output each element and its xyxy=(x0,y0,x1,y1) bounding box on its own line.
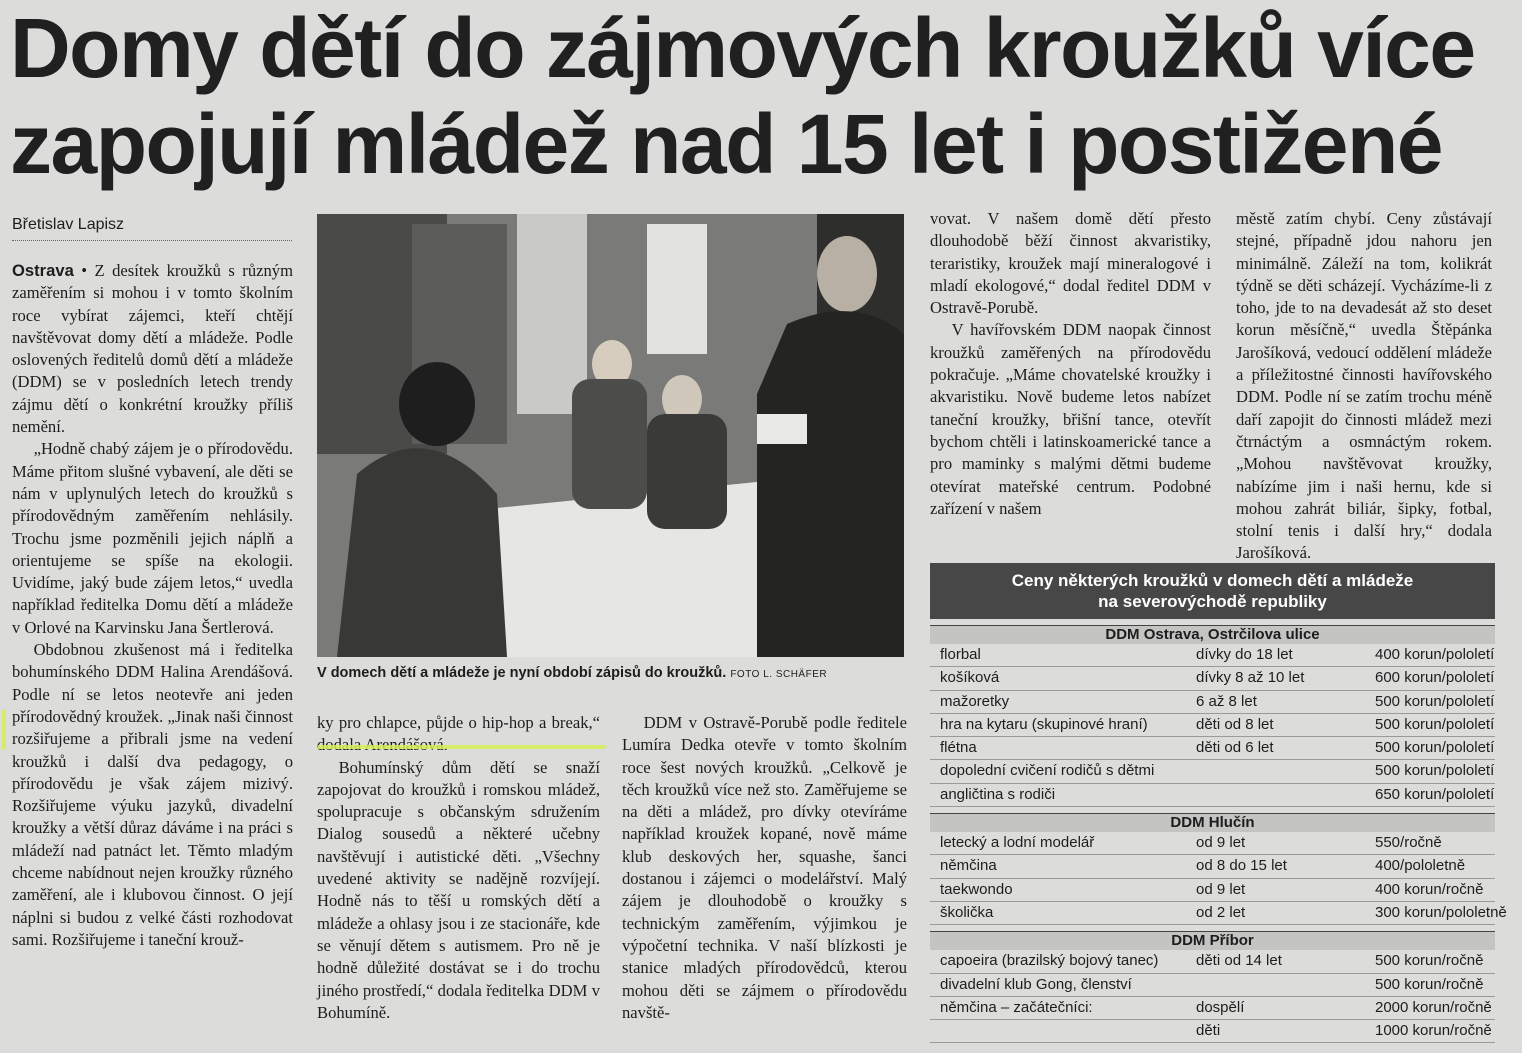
paragraph: Bohumínský dům dětí se snaží zapojovat do kroužků i romskou mládež, spolupracuje s občanským sdružením Dialog sousedů a některé učebny navštěvují i autistické děti. „Všechny uvedené aktivity se nadějně rozvíjejí. Hodně nás to těší u romských dětí a mládeže a ohlasy jsou i ze stacionáře, kde se věnují dětem s autismem. Pro ně je hodně důležité dostávat se i do trochu jiného prostředí,“ dodala ředitelka DDM v Bohumíně. xyxy=(317,757,600,1022)
highlighter-mark xyxy=(318,745,606,749)
activity-cell: mažoretky xyxy=(940,692,1010,710)
headline xyxy=(10,0,1510,192)
activity-cell: dopolední cvičení rodičů s dětmi xyxy=(940,762,1155,780)
activity-cell: němčina xyxy=(940,857,997,875)
activity-cell: florbal xyxy=(940,646,981,663)
article-column-3 xyxy=(622,712,907,1024)
activity-cell: letecký a lodní modelář xyxy=(940,834,1095,852)
caption-text: V domech dětí a mládeže je nyní období zápisů do kroužků. xyxy=(317,665,727,681)
table-row xyxy=(930,760,1495,783)
table-row xyxy=(930,667,1495,690)
activity-cell: angličtina s rodiči xyxy=(940,785,1056,803)
byline: Břetislav Lapisz xyxy=(12,216,292,241)
price-cell: 2000 korun/ročně xyxy=(1375,998,1492,1016)
table-section-heading: DDM Ostrava, Ostrčilova ulice xyxy=(930,625,1495,644)
table-row xyxy=(930,737,1495,760)
activity-cell: taekwondo xyxy=(940,880,1013,898)
paragraph: V havířovském DDM naopak činnost kroužků zaměřených na přírodovědu pokračuje. „Máme chovatelské kroužky i akvaristiku. Nově budeme letos nabízet taneční kroužky, břišní tance, otevřít bychom chtěli i latinskoamerické tance a pro maminky s malými dětmi budeme otevírat mateřské centrum. Podobné zařízení v našem xyxy=(930,320,1211,518)
headline-line-1: Domy dětí do zájmových kroužků více xyxy=(10,1,1475,95)
price-cell: 400 korun/ročně xyxy=(1375,880,1484,898)
article-column-1 xyxy=(12,260,293,951)
age-cell: od 9 let xyxy=(1196,880,1246,898)
price-cell: 400 korun/pololetí xyxy=(1375,646,1495,663)
paragraph: vovat. V našem domě dětí přesto dlouhodobě běží činnost akvaristiky, teraristiky, kroužek mají mineralogové i mladí ekologové,“ dodal ředitel DDM v Ostravě-Porubě. xyxy=(930,209,1211,318)
paragraph: ky pro chlapce, půjde o hip-hop a break,“ xyxy=(317,713,600,732)
price-table-title xyxy=(930,563,1495,619)
age-cell: děti od 6 let xyxy=(1196,739,1274,757)
article-column-5 xyxy=(1236,208,1492,565)
photo-caption xyxy=(317,665,907,681)
table-row xyxy=(930,784,1495,807)
table-row xyxy=(930,644,1495,667)
price-cell: 500 korun/pololetí xyxy=(1375,715,1495,733)
activity-cell: školička xyxy=(940,903,994,921)
price-cell: 550/ročně xyxy=(1375,834,1442,852)
lead-paragraph xyxy=(12,260,293,438)
activity-cell: capoeira (brazilský bojový tanec) xyxy=(940,952,1159,970)
price-table-title-line-1: Ceny některých kroužků v domech dětí a mládeže xyxy=(1011,571,1414,590)
table-row xyxy=(930,974,1495,997)
price-cell: 600 korun/pololetí xyxy=(1375,669,1495,687)
price-table xyxy=(930,563,1507,1045)
activity-cell: košíková xyxy=(940,669,1000,687)
table-row xyxy=(930,879,1495,902)
table-row xyxy=(930,691,1495,714)
age-cell: dívky 8 až 10 let xyxy=(1196,669,1305,687)
price-cell: 500 korun/pololetí xyxy=(1375,762,1495,780)
activity-cell: němčina – začátečníci: xyxy=(940,998,1093,1016)
age-cell: dospělí xyxy=(1196,998,1245,1016)
price-cell: 400/pololetně xyxy=(1375,857,1466,875)
paragraph: Obdobnou zkušenost má i ředitelka bohumínského DDM Halina Arendášová. Podle ní se letos neotevře ani jeden přírodovědný kroužek. „Jinak naši činnost rozšiřujeme a přibrali jsme na vedení kroužků i další dva pedagogy, o přírodovědu je však zájem mizivý. Rozšiřujeme výuku jazyků, divadelní kroužky a větší důraz dáváme i na práci s mládeží nad patnáct let. Těmto mladým chceme nabídnout nejen kroužky různého zaměření, ale i klubovou činnost. O její náplni si budou z velké části rozhodovat sami. Rozšiřujeme i taneční krouž- xyxy=(12,640,293,949)
activity-cell: hra na kytaru (skupinové hraní) xyxy=(940,715,1148,733)
price-cell: 500 korun/pololetí xyxy=(1375,739,1495,757)
price-cell: 500 korun/ročně xyxy=(1375,975,1484,993)
age-cell: děti od 8 let xyxy=(1196,715,1274,733)
price-table-title-line-2: na severovýchodě republiky xyxy=(1098,592,1327,611)
table-section-heading: DDM Příbor xyxy=(930,931,1495,950)
price-cell: 300 korun/pololetně xyxy=(1375,903,1507,921)
paragraph: Z desítek kroužků s různým zaměřením si mohou i v tomto školním roce vybírat zájemci, kteří chtějí navštěvovat domy dětí a mládeže. Podle oslovených ředitelů domů dětí a mládeže (DDM) se v posledních letech trendy zájmu dětí o konkrétní kroužky příliš nemění. xyxy=(12,261,293,437)
dateline-bullet: • xyxy=(81,261,88,280)
age-cell: dívky do 18 let xyxy=(1196,646,1293,663)
photo-credit: FOTO L. SCHÄFER xyxy=(730,669,828,680)
news-photo xyxy=(317,214,904,657)
table-row xyxy=(930,832,1495,855)
paragraph: DDM v Ostravě-Porubě podle ředitele Lumíra Dedka otevře v tomto školním roce šest nových kroužků. „Celkově je těch kroužků více než sto. Zaměřujeme se na děti a mládež, pro dívky otevíráme například kroužek kopané, nově máme klub deskových her, squashe, šanci dostanou i zájemci o modelářství. Malý zájem je dlouhodobě o kroužky s technickým zaměřením, výjimkou je výpočetní technika. V naší blízkosti je stanice mladých přírodovědců, kterou mohou děti se zájmem o přírodovědu navště- xyxy=(622,713,907,1022)
dateline: Ostrava xyxy=(12,261,74,280)
age-cell: od 9 let xyxy=(1196,834,1246,852)
activity-cell: flétna xyxy=(940,739,977,757)
age-cell: od 8 do 15 let xyxy=(1196,857,1287,875)
price-cell: 500 korun/pololetí xyxy=(1375,692,1495,710)
headline-line-2: zapojují mládež nad 15 let i postižené xyxy=(10,97,1442,191)
table-row xyxy=(930,902,1507,925)
paragraph: „Hodně chabý zájem je o přírodovědu. Máme přitom slušné vybavení, ale děti se nám v uplynulých letech do kroužků s přírodovědným zaměřením nehlásily. Trochu jsme pozměnili jejich náplň a orientujeme se spíše na ekologii. Uvidíme, jaký bude zájem letos,“ uvedla například ředitelka Domu dětí a mládeže v Orlové na Karvinsku Jana Šertlerová. xyxy=(12,439,293,637)
table-row xyxy=(930,997,1495,1020)
table-row xyxy=(930,950,1495,973)
price-cell: 500 korun/ročně xyxy=(1375,952,1484,970)
article-column-4 xyxy=(930,208,1211,520)
age-cell: 6 až 8 let xyxy=(1196,692,1257,710)
age-cell: děti xyxy=(1196,1022,1221,1040)
table-row xyxy=(930,1020,1495,1043)
age-cell: od 2 let xyxy=(1196,903,1246,921)
highlighter-mark xyxy=(2,710,6,750)
article-column-2 xyxy=(317,712,600,1024)
paragraph: městě zatím chybí. Ceny zůstávají stejné, případně jdou nahoru jen minimálně. Záleží na tom, kolikrát týdně se děti scházejí. Vycházíme-li z toho, jde to na devadesát až sto deset korun měsíčně,“ uvedla Štěpánka Jarošíková, vedoucí oddělení mládeže a příležitostné činnosti havířovského DDM. Podle ní se zatím trochu méně daří zapojit do činnosti mládež mezi čtrnáctým a osmnáctým rokem. „Mohou navštěvovat kroužky, nabízíme jim i naši hernu, kde si mohou zahrát biliár, šipky, fotbal, stolní tenis i další hry,“ dodala Jarošíková. xyxy=(1236,209,1492,563)
table-row xyxy=(930,714,1495,737)
price-cell: 650 korun/pololetí xyxy=(1375,785,1495,803)
price-cell: 1000 korun/ročně xyxy=(1375,1022,1492,1040)
table-section-heading: DDM Hlučín xyxy=(930,813,1495,832)
age-cell: děti od 14 let xyxy=(1196,952,1282,970)
activity-cell: divadelní klub Gong, členství xyxy=(940,975,1132,993)
table-row xyxy=(930,855,1495,878)
